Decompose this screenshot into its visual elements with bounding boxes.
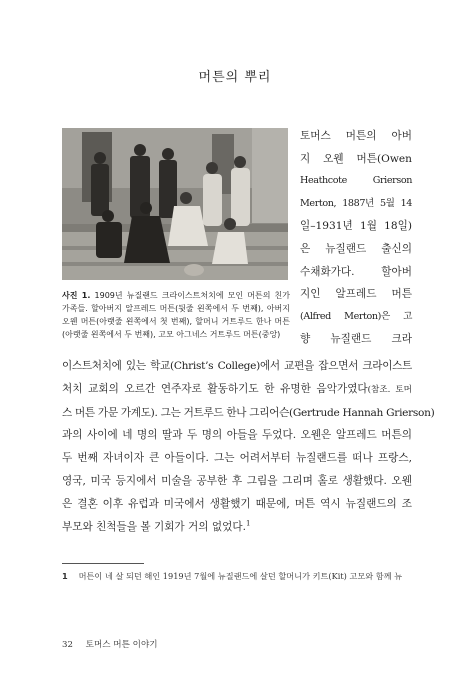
side-line: 토머스 머튼의 아버 — [300, 130, 412, 142]
chapter-title: 머튼의 뿌리 — [198, 70, 272, 85]
photo-caption — [62, 289, 290, 341]
caption-label: 사진 1. — [62, 291, 91, 300]
body-line: 두 번째 자녀이자 큰 아들이다. 그는 어려서부터 뉴질랜드를 떠나 프랑스, — [62, 452, 412, 465]
side-column-text — [300, 125, 412, 351]
body-line: 이스트처치에 있는 학교(Christ’s College)에서 교편을 잡으면서 크라이스트 — [62, 360, 412, 372]
body-line-text: 처치 교회의 오르간 연주자로 활동하기도 한 유명한 음악가였다 — [62, 382, 368, 395]
page-number: 32 — [62, 640, 73, 650]
body-line: 스 머튼 가문 가계도). 그는 거트루드 한나 그리어슨(Gertrude Hannah Grierson) — [62, 406, 435, 419]
page-footer — [62, 638, 158, 650]
side-line: 지 오웬 머튼(Owen — [300, 152, 412, 165]
family-photograph — [62, 128, 288, 280]
side-line: 일–1931년 1월 18일) — [300, 220, 412, 233]
photo-image — [62, 128, 288, 280]
footnote — [62, 571, 417, 582]
body-line: 영국, 미국 등지에서 미술을 공부한 후 그림을 그리며 홀로 생활했다. 오웬 — [62, 474, 412, 487]
running-title: 토머스 머튼 이야기 — [85, 640, 158, 650]
body-paragraph — [62, 355, 435, 538]
side-line: Merton, 1887년 5월 14 — [300, 197, 412, 209]
footnote-number: 1 — [62, 571, 68, 581]
side-line: Heathcote Grierson — [300, 175, 412, 187]
caption-text: 1909년 뉴질랜드 크라이스트처치에 모인 머튼의 친가 가족들. 할아버지 알프레드 머튼(뒷줄 왼쪽에서 두 번째), 아버지 오웬 머튼(아랫줄 왼쪽에서 첫 번째), 할머니 거트루드 한나 머튼(아랫줄 왼쪽에서 두 번째), 고모 아그네스 거트루드 머튼(중앙) — [62, 291, 290, 339]
side-line: 지인 알프레드 머튼 — [300, 288, 412, 301]
side-line: 은 뉴질랜드 출신의 — [300, 242, 412, 255]
body-line — [62, 378, 412, 402]
body-line: 과의 사이에 네 명의 딸과 두 명의 아들을 두었다. 오웬은 알프레드 머튼의 — [62, 429, 412, 442]
body-line — [62, 516, 412, 539]
side-line: 향 뉴질랜드 크라 — [300, 333, 412, 346]
body-inline-note: (참조. 토머 — [367, 384, 412, 395]
side-line: (Alfred Merton)은 고 — [300, 310, 412, 322]
footnote-divider — [62, 563, 144, 564]
footnote-text: 머튼이 네 살 되던 해인 1919년 7월에 뉴질랜드에 살던 할머니가 키트(Kit) 고모와 함께 뉴 — [78, 571, 403, 581]
body-line-text: 부모와 친척들을 볼 기회가 거의 없었다. — [62, 520, 246, 533]
body-line: 은 결혼 이후 유럽과 미국에서 생활했기 때문에, 머튼 역시 뉴질랜드의 조 — [62, 497, 412, 510]
footnote-reference[interactable]: 1 — [245, 519, 251, 528]
side-line: 수채화가다. 할아버 — [300, 265, 412, 278]
